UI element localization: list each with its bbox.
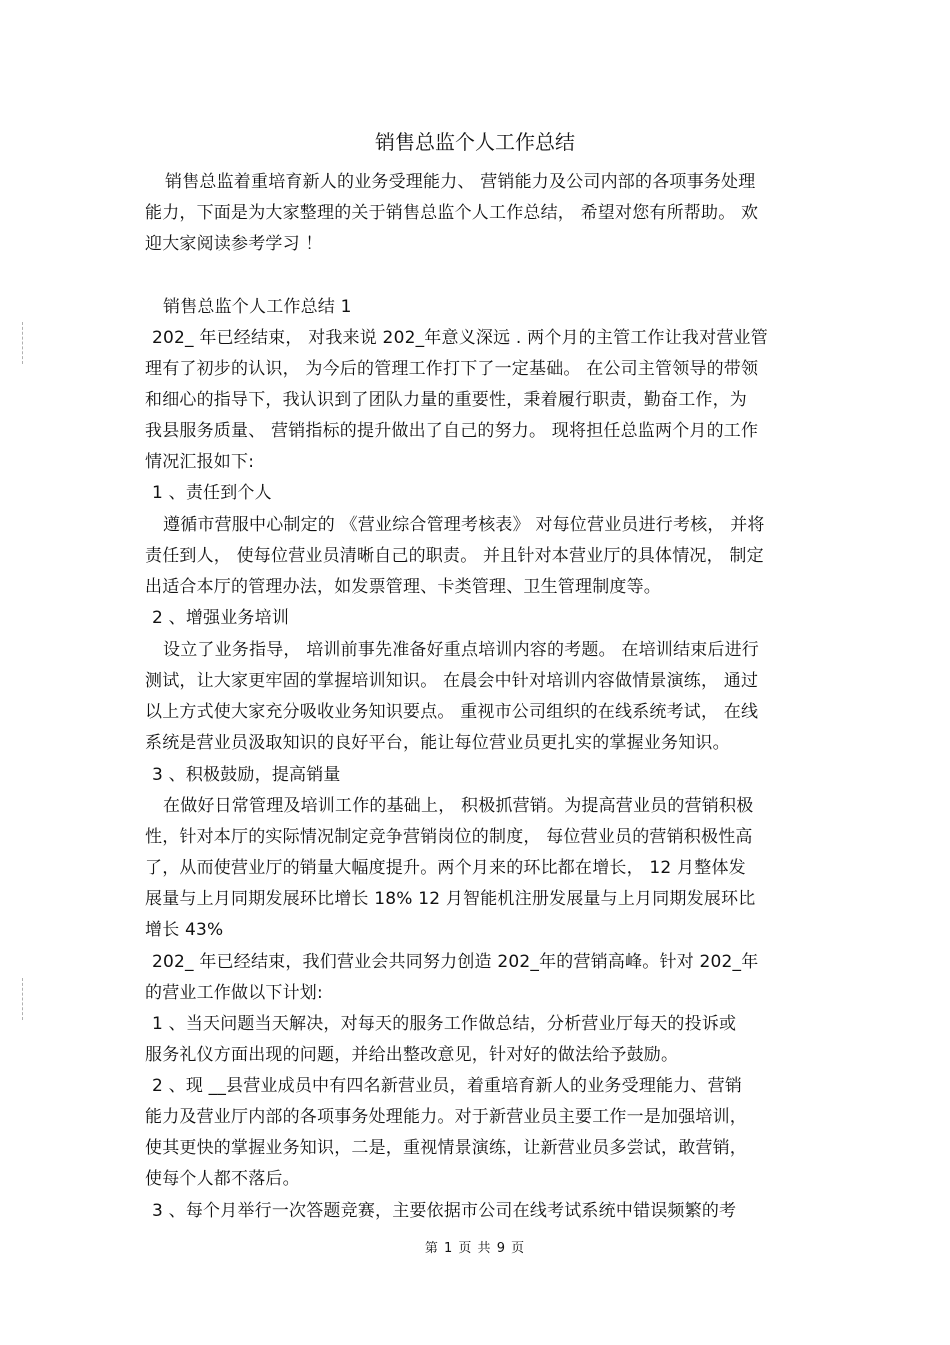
paragraph-line: 能力及营业厅内部的各项事务处理能力。对于新营业员主要工作一是加强培训， [145,1107,747,1127]
paragraph-line: 了，从而使营业厅的销量大幅度提升。两个月来的环比都在增长， 12 月整体发 [145,858,746,878]
paragraph-line: 和细心的指导下，我认识到了团队力量的重要性，秉着履行职责，勤奋工作，为 [145,390,747,410]
paragraph-line: 测试，让大家更牢固的掌握培训知识。 在晨会中针对培训内容做情景演练， 通过 [145,671,759,691]
list-heading: 2 、增强业务培训 [152,608,290,628]
paragraph-line: 性，针对本厅的实际情况制定竞争营销岗位的制度， 每位营业员的营销积极性高 [145,827,753,847]
paragraph-line: 使其更快的掌握业务知识，二是，重视情景演练，让新营业员多尝试，敢营销， [145,1138,747,1158]
list-item: 2 、现 __县营业成员中有四名新营业员，着重培育新人的业务受理能力、营销 [152,1076,743,1096]
paragraph-line: 我县服务质量、 营销指标的提升做出了自己的努力。 现将担任总监两个月的工作 [145,421,759,441]
paragraph-line: 能力，下面是为大家整理的关于销售总监个人工作总结， 希望对您有所帮助。 欢 [145,203,759,223]
paragraph-line: 的营业工作做以下计划: [145,983,323,1003]
paragraph-line: 系统是营业员汲取知识的良好平台，能让每位营业员更扎实的掌握业务知识。 [145,733,730,753]
binding-mark-bottom [22,978,23,1020]
list-heading: 3 、积极鼓励，提高销量 [152,765,341,785]
page-footer: 第 1 页 共 9 页 [424,1241,526,1256]
paragraph-line: 迎大家阅读参考学习 ！ [145,234,323,254]
binding-mark-top [22,322,23,364]
section-heading: 销售总监个人工作总结 1 [163,297,352,317]
paragraph-line: 情况汇报如下: [145,452,255,472]
paragraph-line: 理有了初步的认识， 为今后的管理工作打下了一定基础。 在公司主管领导的带领 [145,359,759,379]
paragraph-line: 责任到人， 使每位营业员清晰自己的职责。 并且针对本营业厅的具体情况， 制定 [145,546,764,566]
document-title: 销售总监个人工作总结 [375,130,575,154]
paragraph-line: 增长 43% [145,920,224,940]
paragraph-line: 遵循市营服中心制定的 《营业综合管理考核表》 对每位营业员进行考核， 并将 [163,515,765,535]
paragraph-line: 设立了业务指导， 培训前事先准备好重点培训内容的考题。 在培训结束后进行 [163,640,760,660]
paragraph-line: 出适合本厅的管理办法，如发票管理、卡类管理、卫生管理制度等。 [145,577,661,597]
paragraph-line: 展量与上月同期发展环比增长 18% 12 月智能机注册发展量与上月同期发展环比 [145,889,756,909]
paragraph-line: 服务礼仪方面出现的问题，并给出整改意见，针对好的做法给予鼓励。 [145,1045,679,1065]
paragraph-line: 202_ 年已经结束，我们营业会共同努力创造 202_年的营销高峰。针对 202_年 [152,952,759,972]
paragraph-line: 销售总监着重培育新人的业务受理能力、 营销能力及公司内部的各项事务处理 [165,172,756,192]
list-heading: 1 、责任到个人 [152,483,272,503]
paragraph-line: 202_ 年已经结束， 对我来说 202_年意义深远 . 两个月的主管工作让我对营业管 [152,328,768,348]
list-item: 3 、每个月举行一次答题竞赛，主要依据市公司在线考试系统中错误频繁的考 [152,1201,737,1221]
paragraph-line: 使每个人都不落后。 [145,1169,300,1189]
paragraph-line: 以上方式使大家充分吸收业务知识要点。 重视市公司组织的在线系统考试， 在线 [145,702,759,722]
paragraph-line: 在做好日常管理及培训工作的基础上， 积极抓营销。为提高营业员的营销积极 [163,796,754,816]
list-item: 1 、当天问题当天解决，对每天的服务工作做总结，分析营业厅每天的投诉或 [152,1014,737,1034]
